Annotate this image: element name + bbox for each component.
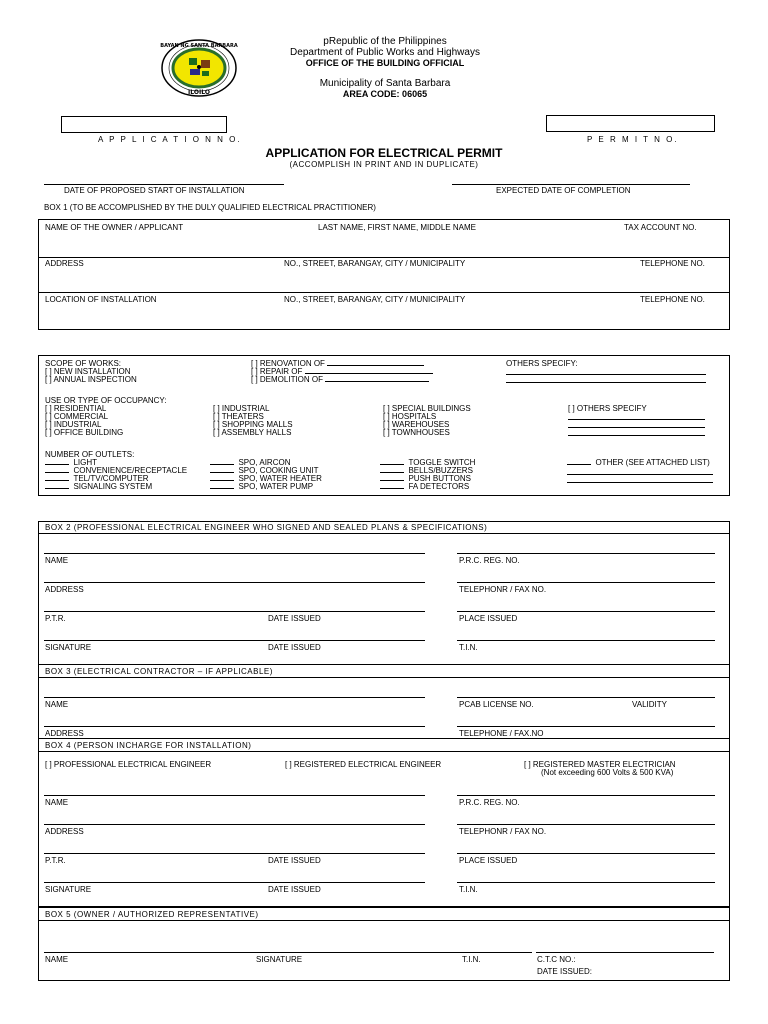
scope-repair-label: [ ] REPAIR OF <box>251 367 303 376</box>
outlet-water-pump[interactable] <box>210 482 313 491</box>
box3-heading-divider <box>38 677 730 678</box>
box4-name-label: NAME <box>45 798 69 807</box>
telephone-label-2: TELEPHONE NO. <box>640 295 705 304</box>
outlet-fa[interactable] <box>380 482 469 491</box>
box2-name-line[interactable] <box>44 553 425 554</box>
occupancy-industrial[interactable]: [ ] INDUSTRIAL <box>45 420 102 429</box>
outlet-fa-label: FA DETECTORS <box>408 482 470 491</box>
box4-divider <box>38 738 730 739</box>
owner-label: NAME OF THE OWNER / APPLICANT <box>45 223 184 232</box>
box2-prc-line[interactable] <box>457 553 715 554</box>
box3-heading: BOX 3 (ELECTRICAL CONTRACTOR – IF APPLICABLE) <box>45 667 273 676</box>
box4-address-line[interactable] <box>44 824 425 825</box>
occupancy-others-line[interactable] <box>568 435 705 436</box>
box2-date-issued-label: DATE ISSUED <box>268 614 321 623</box>
occupancy-assembly-halls[interactable]: [ ] ASSEMBLY HALLS <box>213 428 292 437</box>
box3-tel-line[interactable] <box>457 726 715 727</box>
occupancy-heading: USE OR TYPE OF OCCUPANCY: <box>45 396 167 405</box>
box5-ctc-line[interactable] <box>536 952 714 953</box>
box5-name-label: NAME <box>45 955 69 964</box>
box2-address-label: ADDRESS <box>45 585 84 594</box>
box2-tel-line[interactable] <box>457 582 715 583</box>
outlet-bells-label: BELLS/BUZZERS <box>408 466 473 475</box>
box5-date-issued-label: DATE ISSUED: <box>537 967 592 976</box>
box2-heading: BOX 2 (PROFESSIONAL ELECTRICAL ENGINEER WHO SIGNED AND SEALED PLANS & SPECIFICATIONS) <box>45 523 488 532</box>
completion-date-label: EXPECTED DATE OF COMPLETION <box>496 186 631 195</box>
box1-row-divider <box>38 257 730 258</box>
occupancy-warehouses[interactable]: [ ] WAREHOUSES <box>383 420 450 429</box>
form-subtitle: (ACCOMPLISH IN PRINT AND IN DUPLICATE) <box>289 160 479 169</box>
box4-heading: BOX 4 (PERSON INCHARGE FOR INSTALLATION) <box>45 741 252 750</box>
box5-ctc-label: C.T.C NO.: <box>537 955 576 964</box>
box4-place-label: PLACE ISSUED <box>459 856 518 865</box>
permit-no-field[interactable] <box>546 115 715 132</box>
outlet-other-line[interactable] <box>567 482 713 483</box>
scope-others-line[interactable] <box>506 382 706 383</box>
scope-annual-inspection[interactable]: [ ] ANNUAL INSPECTION <box>45 375 137 384</box>
header-area-code: AREA CODE: 06065 <box>342 89 428 99</box>
occupancy-townhouses[interactable]: [ ] TOWNHOUSES <box>383 428 450 437</box>
box2-date-issued-label-2: DATE ISSUED <box>268 643 321 652</box>
box2-signature-line[interactable] <box>44 640 425 641</box>
application-no-field[interactable] <box>61 116 227 133</box>
box3-name-label: NAME <box>45 700 69 709</box>
box5-heading-divider <box>38 920 730 921</box>
location-label: LOCATION OF INSTALLATION <box>45 295 157 304</box>
box1-row-divider <box>38 292 730 293</box>
outlet-tel-tv-label: TEL/TV/COMPUTER <box>73 474 149 483</box>
permit-no-label: P E R M I T N O. <box>587 135 679 144</box>
box2-place-label: PLACE ISSUED <box>459 614 518 623</box>
box4-tin-label: T.I.N. <box>459 885 478 894</box>
box2-tin-label: T.I.N. <box>459 643 478 652</box>
outlet-other-line[interactable] <box>567 474 713 475</box>
box4-name-line[interactable] <box>44 795 425 796</box>
svg-text:BAYAN NG SANTA BARBARA: BAYAN NG SANTA BARBARA <box>160 43 238 49</box>
box4-prc-label: P.R.C. REG. NO. <box>459 798 520 807</box>
outlets-heading: NUMBER OF OUTLETS: <box>45 450 135 459</box>
box3-validity-label: VALIDITY <box>632 700 667 709</box>
box4-rme-option[interactable]: [ ] REGISTERED MASTER ELECTRICIAN <box>524 760 676 769</box>
box4-address-label: ADDRESS <box>45 827 84 836</box>
box3-name-line[interactable] <box>44 697 425 698</box>
box4-tel-line[interactable] <box>457 824 715 825</box>
outlet-water-pump-label: SPO, WATER PUMP <box>238 482 314 491</box>
box2-ptr-label: P.T.R. <box>45 614 66 623</box>
occupancy-theaters[interactable]: [ ] THEATERS <box>213 412 264 421</box>
scope-renovation-label: [ ] RENOVATION OF <box>251 359 325 368</box>
box2-heading-divider <box>38 533 730 534</box>
outlet-signaling-label: SIGNALING SYSTEM <box>73 482 153 491</box>
box3-pcab-line[interactable] <box>457 697 715 698</box>
occupancy-others-line[interactable] <box>568 427 705 428</box>
box1-heading: BOX 1 (TO BE ACCOMPLISHED BY THE DULY QUALIFIED ELECTRICAL PRACTITIONER) <box>44 203 376 212</box>
box4-pee-option[interactable]: [ ] PROFESSIONAL ELECTRICAL ENGINEER <box>45 760 212 769</box>
box5-tin-label: T.I.N. <box>462 955 481 964</box>
start-date-line[interactable] <box>44 184 284 185</box>
box4-tel-label: TELEPHONR / FAX NO. <box>459 827 547 836</box>
occupancy-industrial-2[interactable]: [ ] INDUSTRIAL <box>213 404 270 413</box>
occupancy-hospitals[interactable]: [ ] HOSPITALS <box>383 412 437 421</box>
outlet-toggle-label: TOGGLE SWITCH <box>408 458 476 467</box>
occupancy-shopping-malls[interactable]: [ ] SHOPPING MALLS <box>213 420 293 429</box>
form-title: APPLICATION FOR ELECTRICAL PERMIT <box>265 146 503 160</box>
header-office: OFFICE OF THE BUILDING OFFICIAL <box>305 58 465 68</box>
box3-divider <box>38 664 730 665</box>
telephone-label: TELEPHONE NO. <box>640 259 705 268</box>
scope-heading: SCOPE OF WORKS: <box>45 359 122 368</box>
outlet-water-heater-label: SPO, WATER HEATER <box>238 474 322 483</box>
box4-tin-line[interactable] <box>457 882 715 883</box>
box2-signature-label: SIGNATURE <box>45 643 92 652</box>
box4-rme-note: (Not exceeding 600 Volts & 500 KVA) <box>541 768 674 777</box>
box5-signature-label: SIGNATURE <box>256 955 303 964</box>
start-date-label: DATE OF PROPOSED START OF INSTALLATION <box>64 186 245 195</box>
scope-others-line[interactable] <box>506 374 706 375</box>
box1-table <box>38 219 730 330</box>
box3-address-label: ADDRESS <box>45 729 84 738</box>
box5-heading: BOX 5 (OWNER / AUTHORIZED REPRESENTATIVE) <box>45 910 259 919</box>
occupancy-residential[interactable]: [ ] RESIDENTIAL <box>45 404 107 413</box>
box4-date-issued-label-2: DATE ISSUED <box>268 885 321 894</box>
scope-demolition[interactable] <box>251 375 429 384</box>
professional-section <box>38 521 730 907</box>
box2-ptr-line[interactable] <box>44 611 425 612</box>
location-format-label: NO., STREET, BARANGAY, CITY / MUNICIPALITY <box>284 295 466 304</box>
box3-tel-label: TELEPHONE / FAX.NO <box>459 729 544 738</box>
outlet-signaling[interactable] <box>45 482 152 491</box>
occupancy-others-line[interactable] <box>568 419 705 420</box>
occupancy-office-building[interactable]: [ ] OFFICE BUILDING <box>45 428 124 437</box>
box4-ptr-line[interactable] <box>44 853 425 854</box>
outlet-aircon-label: SPO, AIRCON <box>238 458 291 467</box>
address-format-label: NO., STREET, BARANGAY, CITY / MUNICIPALITY <box>284 259 466 268</box>
box2-prc-label: P.R.C. REG. NO. <box>459 556 520 565</box>
box2-tin-line[interactable] <box>457 640 715 641</box>
occupancy-commercial[interactable]: [ ] COMMERCIAL <box>45 412 109 421</box>
outlet-cooking-label: SPO, COOKING UNIT <box>238 466 319 475</box>
outlet-other[interactable] <box>567 458 710 467</box>
occupancy-others[interactable]: [ ] OTHERS SPECIFY <box>568 404 647 413</box>
outlet-light-label: LIGHT <box>73 458 98 467</box>
box4-ree-option[interactable]: [ ] REGISTERED ELECTRICAL ENGINEER <box>285 760 442 769</box>
header-republic: pRepublic of the Philippines <box>323 36 447 47</box>
box4-heading-divider <box>38 751 730 752</box>
address-label: ADDRESS <box>45 259 84 268</box>
box2-tel-label: TELEPHONR / FAX NO. <box>459 585 547 594</box>
box4-place-line[interactable] <box>457 853 715 854</box>
header-department: Department of Public Works and Highways <box>290 47 480 58</box>
occupancy-special-buildings[interactable]: [ ] SPECIAL BUILDINGS <box>383 404 471 413</box>
box3-address-line[interactable] <box>44 726 425 727</box>
outlet-other-label: OTHER (SEE ATTACHED LIST) <box>595 458 710 467</box>
header-municipality: Municipality of Santa Barbara <box>319 78 451 89</box>
completion-date-line[interactable] <box>452 184 690 185</box>
scope-new-installation[interactable]: [ ] NEW INSTALLATION <box>45 367 131 376</box>
application-no-label: A P P L I C A T I O N N O. <box>98 135 242 144</box>
outlet-push-label: PUSH BUTTONS <box>408 474 471 483</box>
scope-demolition-label: [ ] DEMOLITION OF <box>251 375 324 384</box>
owner-format-label: LAST NAME, FIRST NAME, MIDDLE NAME <box>318 223 476 232</box>
box4-ptr-label: P.T.R. <box>45 856 66 865</box>
box2-place-line[interactable] <box>457 611 715 612</box>
box2-address-line[interactable] <box>44 582 425 583</box>
svg-text:ILOILO: ILOILO <box>188 89 210 96</box>
box2-name-label: NAME <box>45 556 69 565</box>
box4-signature-line[interactable] <box>44 882 425 883</box>
box3-pcab-label: PCAB LICENSE NO. <box>459 700 534 709</box>
box5-name-line[interactable] <box>44 952 532 953</box>
tax-account-label: TAX ACCOUNT NO. <box>624 223 697 232</box>
outlet-convenience-label: CONVENIENCE/RECEPTACLE <box>73 466 188 475</box>
scope-others-label: OTHERS SPECIFY: <box>506 359 578 368</box>
box4-prc-line[interactable] <box>457 795 715 796</box>
box4-date-issued-label: DATE ISSUED <box>268 856 321 865</box>
box4-signature-label: SIGNATURE <box>45 885 92 894</box>
